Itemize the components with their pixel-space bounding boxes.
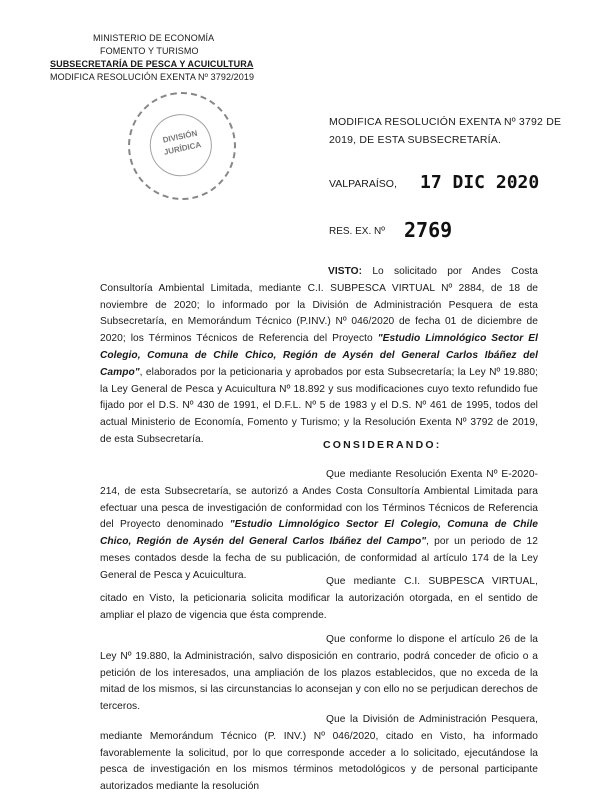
date-stamp: 17 DIC 2020	[420, 172, 540, 193]
considerando-heading: CONSIDERANDO:	[323, 439, 442, 451]
ministry-line: MINISTERIO DE ECONOMÍA	[93, 33, 215, 43]
visto-text-1: Lo solicitado por Andes Costa Consultoría Ambiental Limitada, mediante C.I. SUBPESCA VIRTUAL Nº 2884, de 18 de noviembre de 2020; lo informado por la División de Administración Pesquera de esta Subsecretaría, en Memorándum Técnico (P.INV.) Nº 046/2020 de fecha 01 de diciembre de 2020; los Términos Técnicos de Referencia del Proyecto	[100, 266, 538, 345]
stamp-text-2: JURÍDICA	[163, 140, 202, 157]
division-juridica-stamp	[118, 82, 246, 210]
ministry-subline: FOMENTO Y TURISMO	[100, 46, 199, 56]
stamp-text-1: DIVISIÓN	[161, 128, 199, 145]
title-line-2: 2019, DE ESTA SUBSECRETARÍA.	[329, 134, 502, 146]
resolution-label: RES. EX. Nº	[329, 226, 385, 237]
visto-paragraph	[100, 264, 538, 449]
considerando-paragraph-4: Que la División de Administración Pesquera, mediante Memorándum Técnico (P. INV.) Nº 046/2020, citado en Visto, ha informado favorablemente la solicitud, por lo que corresponde acceder a lo solicitado, ejecutándose la pesca de investigación en los mismos términos metodológicos y de personal participante autorizados mediante la resolución	[100, 714, 538, 793]
visto-text-2: , elaborados por la peticionaria y aprobados por esta Subsecretaría; la Ley Nº 19.880; la Ley General de Pesca y Acuicultura Nº 18.892 y sus modificaciones cuyo texto refundido fue fijado por el D.S. Nº 430 de 1991, el D.F.L. Nº 5 de 1983 y el D.S. Nº 461 de 1995, todos del actual Ministerio de Economía, Fomento y Turismo; y la Resolución Exenta Nº 3792 de 2019, de esta Subsecretaría.	[100, 366, 538, 445]
considerando-paragraph-2: Que mediante C.I. SUBPESCA VIRTUAL, citado en Visto, la peticionaria solicita modificar la autorización otorgada, en el sentido de ampliar el plazo de vigencia que ésta comprende.	[100, 576, 538, 621]
document-title	[329, 113, 561, 149]
considerando-paragraph-1	[100, 467, 538, 585]
subsecretaria-line: SUBSECRETARÍA DE PESCA Y ACUICULTURA	[50, 59, 254, 69]
resolution-number: 2769	[404, 218, 453, 242]
c1-text-b: , por un periodo de 12 meses contados desde la fecha de su publicación, de conformidad al artículo 174 de la Ley General de Pesca y Acuicultura.	[100, 536, 538, 581]
c1-project-name: "Estudio Limnológico Sector El Colegio, Comuna de Chile Chico, Región de Aysén del General Carlos Ibáñez del Campo"	[100, 519, 538, 548]
title-line-1: MODIFICA RESOLUCIÓN EXENTA Nº 3792 DE	[329, 116, 562, 128]
visto-heading: VISTO:	[328, 266, 363, 277]
reference-line: MODIFICA RESOLUCIÓN EXENTA Nº 3792/2019	[50, 72, 255, 82]
place-label: VALPARAÍSO,	[329, 178, 397, 190]
visto-project-name: "Estudio Limnológico Sector El Colegio, Comuna de Chile Chico, Región de Aysén del General Carlos Ibáñez del Campo"	[100, 333, 538, 378]
c1-text-a: Que mediante Resolución Exenta Nº E-2020-214, de esta Subsecretaría, se autorizó a Andes Costa Consultoría Ambiental Limitada para efectuar una pesca de investigación de conformidad con los Términos Técnicos de Referencia del Proyecto denominado	[100, 469, 538, 531]
considerando-paragraph-3: Que conforme lo dispone el artículo 26 de la Ley Nº 19.880, la Administración, salvo disposición en contrario, podrá conceder de oficio o a petición de los interesados, una ampliación de los plazos establecidos, que no exceda de la mitad de los mismos, si las circunstancias lo aconsejan y con ello no se perjudican derechos de terceros.	[100, 634, 538, 713]
